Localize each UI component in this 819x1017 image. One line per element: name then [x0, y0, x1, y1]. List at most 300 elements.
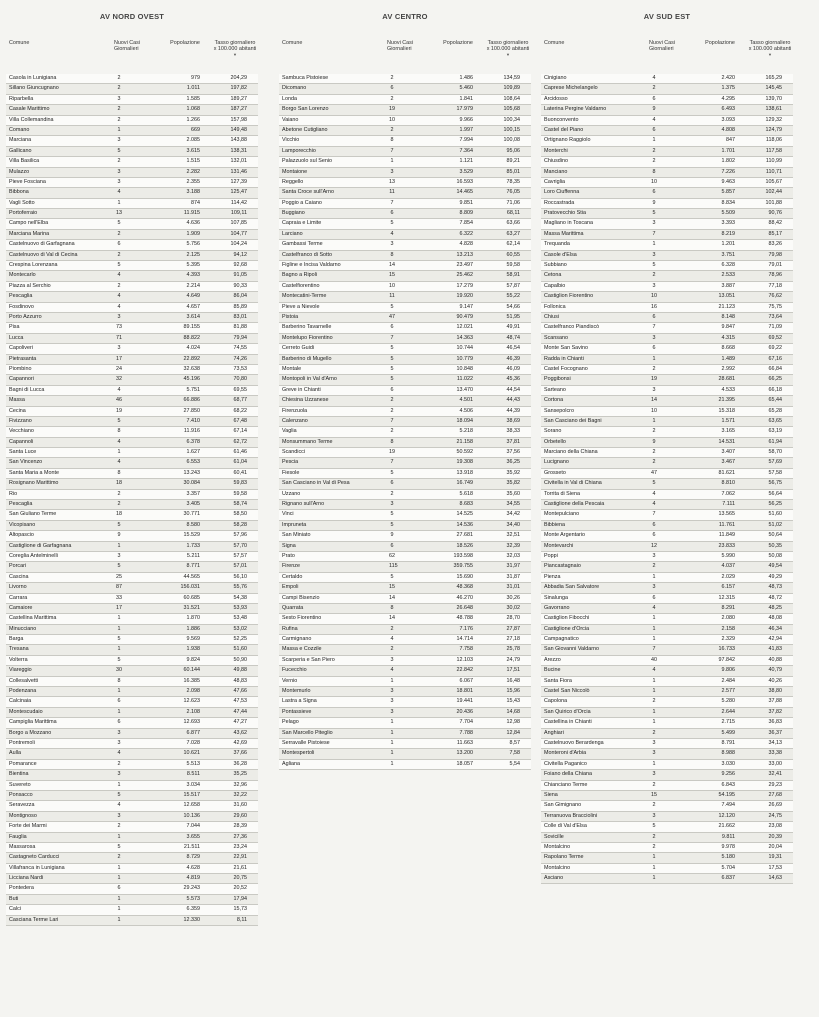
cell-popolazione: 7.062: [721, 490, 735, 497]
cell-popolazione: 19.308: [456, 459, 473, 466]
table-row: [541, 562, 793, 572]
cell-popolazione: 3.093: [721, 116, 735, 123]
cell-tasso: 125,47: [230, 189, 247, 196]
table-row: [541, 95, 793, 105]
cell-comune: Castelnuovo di Val di Cecina: [9, 251, 78, 258]
cell-popolazione: 5.218: [459, 428, 473, 435]
cell-tasso: 40,79: [768, 667, 782, 674]
cell-popolazione: 11.915: [183, 210, 200, 217]
cell-popolazione: 11.663: [456, 740, 473, 746]
cell-comune: Pieve a Nievole: [282, 303, 320, 310]
cell-tasso: 85,89: [233, 303, 247, 310]
cell-tasso: 56,10: [233, 573, 247, 580]
table-row: [541, 573, 793, 583]
table-row: [279, 230, 531, 240]
cell-popolazione: 4.315: [721, 334, 735, 341]
cell-tasso: 143,88: [230, 137, 247, 144]
cell-tasso: 49,54: [768, 563, 782, 570]
cell-comune: Riparbella: [9, 95, 34, 102]
table-row: [541, 438, 793, 448]
cell-tasso: 134,59: [503, 75, 520, 81]
cell-comune: Borgo San Lorenzo: [282, 106, 329, 113]
cell-nuovi-casi: 5: [390, 573, 394, 580]
cell-nuovi-casi: 4: [652, 116, 656, 123]
cell-popolazione: 16.749: [456, 480, 473, 487]
cell-comune: Montaione: [282, 168, 308, 175]
cell-nuovi-casi: 14: [389, 594, 395, 601]
cell-comune: Arezzo: [544, 656, 561, 663]
cell-tasso: 47,44: [233, 708, 247, 715]
cell-comune: Poggio a Caiano: [282, 199, 322, 206]
header-comune[interactable]: Comune: [9, 40, 30, 46]
cell-tasso: 47,53: [233, 698, 247, 705]
cell-popolazione: 4.828: [459, 241, 473, 248]
cell-nuovi-casi: 11: [389, 293, 395, 300]
header-tasso-label: Tasso giornaliero x 100.000 abitanti: [486, 40, 530, 52]
table-row: [541, 209, 793, 219]
cell-tasso: 86,04: [233, 293, 247, 300]
cell-popolazione: 3.165: [721, 428, 735, 435]
table-row: [6, 677, 258, 687]
cell-comune: Marciana Marina: [9, 230, 50, 237]
table-row: [541, 687, 793, 697]
table-row: [279, 292, 531, 302]
cell-comune: Massarosa: [9, 843, 36, 850]
cell-popolazione: 12.103: [456, 656, 473, 663]
cell-nuovi-casi: 6: [117, 719, 121, 726]
cell-comune: Castelfranco di Sotto: [282, 251, 333, 258]
table-row: [279, 687, 531, 697]
cell-comune: Villa Collemandina: [9, 116, 54, 123]
cell-popolazione: 16.733: [718, 646, 735, 653]
header-tasso[interactable]: [486, 40, 530, 58]
cell-popolazione: 3.407: [721, 449, 735, 456]
cell-nuovi-casi: 3: [652, 750, 656, 757]
cell-nuovi-casi: 1: [117, 708, 121, 715]
cell-popolazione: 9.811: [721, 833, 735, 840]
cell-comune: San Giovanni Valdarno: [544, 646, 600, 653]
cell-comune: Montevarchi: [544, 542, 574, 549]
cell-nuovi-casi: 3: [390, 241, 394, 248]
table-row: [541, 864, 793, 874]
cell-tasso: 49,29: [768, 573, 782, 580]
cell-comune: Castelfranco Piandiscò: [544, 324, 600, 331]
cell-popolazione: 15.529: [183, 532, 200, 539]
cell-tasso: 48,08: [768, 615, 782, 622]
cell-popolazione: 15.517: [183, 791, 200, 798]
cell-tasso: 110,71: [765, 168, 782, 175]
cell-popolazione: 2.644: [721, 708, 735, 715]
cell-comune: Montalcino: [544, 864, 571, 871]
cell-comune: Castiglione d'Orcia: [544, 625, 590, 632]
cell-nuovi-casi: 3: [117, 740, 121, 746]
table-row: [541, 594, 793, 604]
cell-nuovi-casi: 3: [652, 740, 656, 746]
cell-popolazione: 10.744: [456, 345, 473, 352]
cell-nuovi-casi: 3: [117, 771, 121, 778]
cell-nuovi-casi: 17: [116, 604, 122, 611]
cell-nuovi-casi: 5: [117, 262, 121, 269]
cell-nuovi-casi: 1: [652, 137, 656, 144]
cell-comune: Siena: [544, 791, 558, 798]
cell-comune: Uzzano: [282, 490, 301, 497]
header-tasso-label: Tasso giornaliero x 100.000 abitanti: [748, 40, 792, 52]
cell-nuovi-casi: 3: [652, 334, 656, 341]
table-row: [6, 739, 258, 749]
cell-nuovi-casi: 4: [390, 230, 394, 237]
cell-nuovi-casi: 7: [390, 147, 394, 154]
cell-nuovi-casi: 1: [390, 677, 394, 684]
cell-comune: Torrita di Siena: [544, 490, 580, 497]
cell-comune: Monteroni d'Arbia: [544, 750, 587, 757]
cell-popolazione: 8.683: [459, 501, 473, 508]
cell-nuovi-casi: 5: [117, 147, 121, 154]
cell-popolazione: 32.638: [183, 365, 200, 372]
cell-popolazione: 13.565: [718, 511, 735, 518]
cell-nuovi-casi: 1: [652, 355, 656, 362]
table-row: [541, 635, 793, 645]
cell-comune: Montopoli in Val d'Arno: [282, 376, 337, 383]
cell-nuovi-casi: 5: [652, 210, 656, 217]
cell-comune: Buggiano: [282, 210, 305, 217]
cell-popolazione: 5.395: [186, 262, 200, 269]
header-popolazione[interactable]: Popolazione: [443, 40, 473, 46]
cell-tasso: 145,45: [765, 85, 782, 92]
cell-popolazione: 4.393: [186, 272, 200, 279]
table-row: [279, 199, 531, 209]
cell-tasso: 32,41: [768, 771, 782, 778]
table-row: [541, 500, 793, 510]
cell-tasso: 46,54: [506, 345, 520, 352]
cell-tasso: 14,68: [506, 708, 520, 715]
cell-comune: Montale: [282, 365, 302, 372]
cell-tasso: 73,64: [768, 313, 782, 320]
cell-tasso: 127,39: [230, 178, 247, 185]
cell-comune: Poggibonsi: [544, 376, 571, 383]
cell-tasso: 50,08: [768, 552, 782, 559]
cell-comune: Sovicille: [544, 833, 564, 840]
cell-tasso: 37,66: [233, 750, 247, 757]
header-tasso[interactable]: [748, 40, 792, 58]
cell-tasso: 58,70: [768, 449, 782, 456]
table-row: [541, 355, 793, 365]
cell-popolazione: 60.144: [183, 667, 200, 674]
cell-nuovi-casi: 2: [390, 75, 394, 81]
cell-comune: Montescudaio: [9, 708, 43, 715]
cell-nuovi-casi: 4: [117, 802, 121, 809]
cell-comune: Gallicano: [9, 147, 32, 154]
cell-comune: Serravalle Pistoiese: [282, 740, 330, 746]
table-row: [279, 604, 531, 614]
cell-tasso: 34,40: [506, 521, 520, 528]
cell-tasso: 48,72: [768, 594, 782, 601]
cell-comune: Camaiore: [9, 604, 33, 611]
cell-popolazione: 3.529: [459, 168, 473, 175]
cell-tasso: 31,01: [506, 584, 520, 591]
cell-popolazione: 2.484: [721, 677, 735, 684]
cell-popolazione: 54.195: [718, 791, 735, 798]
table-row: [541, 323, 793, 333]
cell-comune: Anghiari: [544, 729, 564, 736]
cell-popolazione: 1.802: [721, 158, 735, 165]
cell-nuovi-casi: 1: [117, 688, 121, 695]
table-row: [6, 500, 258, 510]
cell-nuovi-casi: 8: [390, 137, 394, 144]
cell-comune: Castiglione di Garfagnana: [9, 542, 72, 549]
cell-comune: Scansano: [544, 334, 568, 341]
table-row: [541, 344, 793, 354]
cell-nuovi-casi: 8: [117, 469, 121, 476]
cell-nuovi-casi: 1: [390, 158, 394, 165]
table-row: [6, 126, 258, 136]
cell-tasso: 104,77: [230, 230, 247, 237]
table-row: [279, 718, 531, 728]
cell-comune: Fosdinovo: [9, 303, 34, 310]
table-row: [6, 770, 258, 780]
cell-nuovi-casi: 8: [652, 168, 656, 175]
cell-popolazione: 1.997: [459, 126, 473, 133]
cell-comune: Londa: [282, 95, 297, 102]
sort-desc-icon: ▼: [233, 52, 237, 57]
cell-comune: Podenzana: [9, 688, 37, 695]
cell-comune: Viareggio: [9, 667, 32, 674]
cell-tasso: 26,69: [768, 802, 782, 809]
cell-popolazione: 5.573: [186, 895, 200, 902]
cell-tasso: 79,94: [233, 334, 247, 341]
cell-popolazione: 3.188: [186, 189, 200, 196]
table-row: [279, 729, 531, 739]
cell-nuovi-casi: 1: [117, 833, 121, 840]
cell-popolazione: 4.636: [186, 220, 200, 227]
table-row: [6, 718, 258, 728]
table-row: [541, 427, 793, 437]
table-row: [541, 219, 793, 229]
table-row: [6, 833, 258, 843]
cell-comune: Bibbiena: [544, 521, 565, 528]
cell-comune: Colle di Val d'Elsa: [544, 823, 587, 830]
cell-comune: Fiesole: [282, 469, 300, 476]
cell-popolazione: 25.462: [456, 272, 473, 279]
table-row: [6, 843, 258, 853]
cell-tasso: 67,16: [768, 355, 782, 362]
cell-nuovi-casi: 17: [116, 355, 122, 362]
cell-popolazione: 5.704: [721, 864, 735, 871]
table-row: [541, 448, 793, 458]
cell-tasso: 48,73: [768, 584, 782, 591]
cell-nuovi-casi: 2: [652, 729, 656, 736]
cell-popolazione: 9.147: [459, 303, 473, 310]
cell-nuovi-casi: 5: [390, 220, 394, 227]
table-row: [279, 562, 531, 572]
header-popolazione[interactable]: Popolazione: [170, 40, 200, 46]
table-row: [279, 84, 531, 94]
table-row: [541, 105, 793, 115]
header-comune[interactable]: Comune: [544, 40, 565, 46]
cell-tasso: 70,80: [233, 376, 247, 383]
cell-comune: Magliano in Toscana: [544, 220, 594, 227]
cell-comune: Capoliveri: [9, 345, 33, 352]
cell-tasso: 31,97: [506, 563, 520, 570]
table-row: [541, 157, 793, 167]
cell-comune: Castiglion Fibocchi: [544, 615, 590, 622]
cell-tasso: 68,77: [233, 397, 247, 404]
cell-popolazione: 2.533: [721, 272, 735, 279]
cell-comune: Cinigiano: [544, 75, 567, 81]
cell-tasso: 31,60: [233, 802, 247, 809]
cell-nuovi-casi: 1: [652, 241, 656, 248]
cell-nuovi-casi: 1: [652, 677, 656, 684]
header-nuovi-casi[interactable]: Nuovi Casi Giornalieri: [387, 40, 414, 52]
cell-popolazione: 2.108: [186, 708, 200, 715]
header-tasso[interactable]: [213, 40, 257, 58]
table-row: [541, 188, 793, 198]
cell-comune: Montignoso: [9, 812, 37, 819]
cell-popolazione: 3.751: [721, 251, 735, 258]
cell-tasso: 8,11: [236, 916, 247, 923]
cell-popolazione: 1.571: [721, 417, 735, 424]
cell-tasso: 17,53: [768, 864, 782, 871]
cell-popolazione: 1.870: [186, 615, 200, 622]
cell-tasso: 57,69: [768, 459, 782, 466]
cell-popolazione: 7.176: [459, 625, 473, 632]
cell-tasso: 23,08: [768, 823, 782, 830]
cell-tasso: 32,22: [233, 791, 247, 798]
cell-nuovi-casi: 6: [390, 324, 394, 331]
cell-nuovi-casi: 2: [117, 490, 121, 497]
table-row: [6, 552, 258, 562]
cell-popolazione: 9.966: [459, 116, 473, 123]
cell-tasso: 56,75: [768, 480, 782, 487]
cell-popolazione: 4.533: [721, 386, 735, 393]
header-nuovi-casi[interactable]: Nuovi Casi Giornalieri: [649, 40, 676, 52]
cell-comune: Santa Luce: [9, 449, 37, 456]
cell-popolazione: 17.279: [456, 282, 473, 289]
cell-popolazione: 48.368: [456, 584, 473, 591]
cell-tasso: 35,92: [506, 469, 520, 476]
header-popolazione[interactable]: Popolazione: [705, 40, 735, 46]
cell-nuovi-casi: 9: [652, 199, 656, 206]
table-row: [279, 458, 531, 468]
table-row: [279, 407, 531, 417]
table-row: [279, 375, 531, 385]
cell-tasso: 27,18: [506, 636, 520, 643]
cell-nuovi-casi: 24: [116, 365, 122, 372]
table-row: [541, 84, 793, 94]
cell-tasso: 61,46: [233, 449, 247, 456]
cell-nuovi-casi: 3: [117, 345, 121, 352]
cell-nuovi-casi: 1: [117, 906, 121, 913]
cell-tasso: 35,60: [506, 490, 520, 497]
cell-nuovi-casi: 8: [390, 251, 394, 258]
table-row: [541, 614, 793, 624]
cell-nuovi-casi: 9: [652, 106, 656, 113]
table-row: [6, 323, 258, 333]
cell-popolazione: 2.282: [186, 168, 200, 175]
table-row: [279, 469, 531, 479]
cell-nuovi-casi: 3: [390, 708, 394, 715]
cell-comune: Cerreto Guidi: [282, 345, 315, 352]
cell-nuovi-casi: 3: [652, 282, 656, 289]
table-header: [279, 28, 531, 74]
cell-popolazione: 7.410: [186, 417, 200, 424]
cell-nuovi-casi: 4: [117, 459, 121, 466]
cell-comune: Pelago: [282, 719, 299, 726]
cell-popolazione: 5.990: [721, 552, 735, 559]
cell-popolazione: 12.120: [718, 812, 735, 819]
cell-comune: Buti: [9, 895, 19, 902]
cell-comune: Mulazzo: [9, 168, 30, 175]
table-row: [541, 261, 793, 271]
cell-popolazione: 7.044: [186, 823, 200, 830]
cell-popolazione: 7.788: [459, 729, 473, 736]
cell-tasso: 44,43: [506, 397, 520, 404]
cell-popolazione: 6.067: [459, 677, 473, 684]
cell-popolazione: 847: [726, 137, 735, 144]
table-row: [279, 365, 531, 375]
cell-popolazione: 60.685: [183, 594, 200, 601]
cell-tasso: 40,88: [768, 656, 782, 663]
cell-comune: Fivizzano: [9, 417, 32, 424]
cell-popolazione: 8.791: [721, 740, 735, 746]
cell-tasso: 21,61: [233, 864, 247, 871]
cell-comune: Scandicci: [282, 449, 306, 456]
cell-popolazione: 26.648: [456, 604, 473, 611]
table-row: [279, 209, 531, 219]
table-row: [279, 760, 531, 770]
cell-popolazione: 14.531: [718, 438, 735, 445]
table-row: [541, 458, 793, 468]
cell-tasso: 100,08: [503, 137, 520, 144]
cell-tasso: 53,02: [233, 625, 247, 632]
cell-popolazione: 9.806: [721, 667, 735, 674]
cell-nuovi-casi: 7: [652, 324, 656, 331]
cell-tasso: 76,62: [768, 293, 782, 300]
table-row: [541, 542, 793, 552]
cell-nuovi-casi: 2: [652, 563, 656, 570]
table-row: [279, 323, 531, 333]
table-row: [279, 625, 531, 635]
cell-nuovi-casi: 2: [117, 854, 121, 861]
cell-nuovi-casi: 6: [652, 521, 656, 528]
cell-comune: Portoferraio: [9, 210, 38, 217]
cell-tasso: 138,61: [765, 106, 782, 113]
cell-comune: Massa: [9, 397, 25, 404]
cell-nuovi-casi: 2: [390, 126, 394, 133]
cell-comune: Calcinaia: [9, 698, 32, 705]
cell-popolazione: 5.618: [459, 490, 473, 497]
cell-nuovi-casi: 71: [116, 334, 122, 341]
table-row: [279, 427, 531, 437]
header-comune[interactable]: Comune: [282, 40, 303, 46]
cell-comune: Scarperia e San Piero: [282, 656, 335, 663]
cell-comune: Casola in Lunigiana: [9, 75, 57, 81]
cell-nuovi-casi: 5: [390, 345, 394, 352]
cell-popolazione: 7.226: [721, 168, 735, 175]
cell-tasso: 53,93: [233, 604, 247, 611]
cell-comune: Arcidosso: [544, 95, 568, 102]
header-nuovi-casi[interactable]: Nuovi Casi Giornalieri: [114, 40, 141, 52]
cell-tasso: 62,14: [506, 241, 520, 248]
cell-tasso: 53,48: [233, 615, 247, 622]
cell-popolazione: 12.330: [183, 916, 200, 923]
cell-nuovi-casi: 6: [652, 345, 656, 352]
table-row: [6, 666, 258, 676]
cell-popolazione: 13.918: [456, 469, 473, 476]
cell-tasso: 34,55: [506, 501, 520, 508]
cell-nuovi-casi: 6: [652, 313, 656, 320]
cell-nuovi-casi: 3: [117, 178, 121, 185]
cell-nuovi-casi: 10: [651, 293, 657, 300]
